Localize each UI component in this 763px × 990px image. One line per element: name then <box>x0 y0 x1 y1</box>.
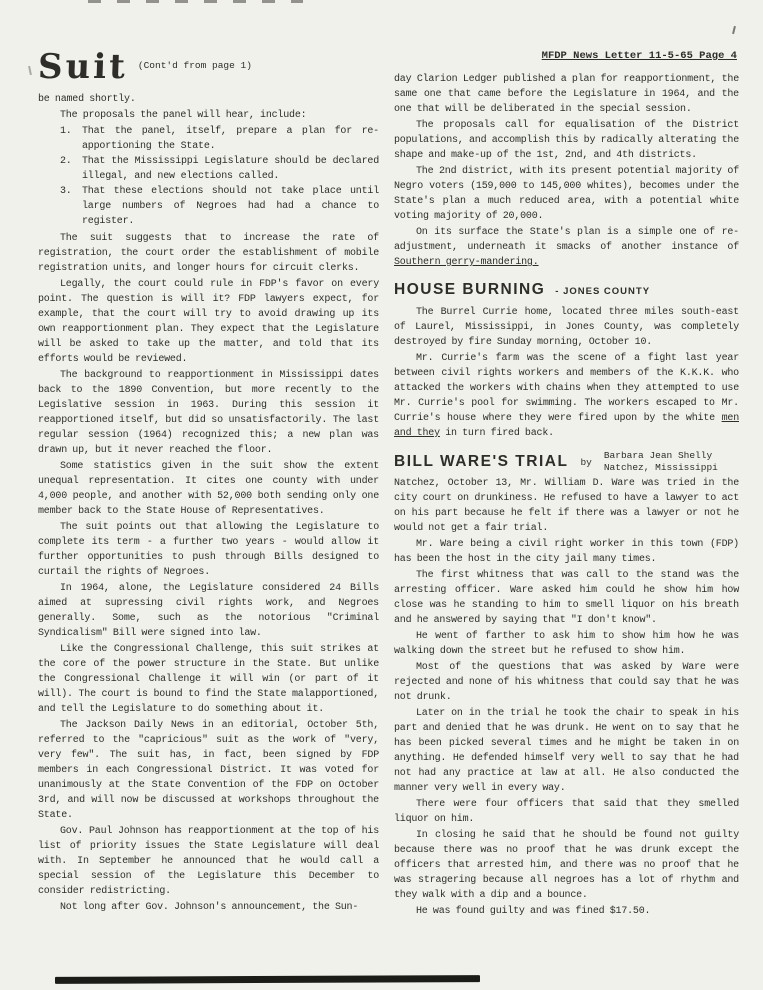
byline <box>604 450 718 474</box>
article-title-suit: Suit <box>37 47 129 87</box>
paragraph: The Burrel Currie home, located three miles south-east of Laurel, Mississippi, in Jones County, was completely destroyed by fire Sunday morning, October 10. <box>394 307 739 348</box>
paragraph: day Clarion Ledger published a plan for reapportionment, the same one that came before the Legislature in 1964, and the one that will be deliberated in the special session. <box>394 74 739 115</box>
paragraph-text: Mr. Currie's farm was the scene of a fight last year between civil rights workers and members of the K.K.K. who attacked the workers with chains when they attempted to use Mr. Currie's pool for swimming. The workers escaped to Mr. Currie's house where they were fired upon by the white <box>394 353 739 424</box>
paragraph: Gov. Paul Johnson has reapportionment at the top of his list of priority issues the State Legislature will deal with. In September he announced that he would call a special session of the Legislature this December to consider redistricting. <box>38 826 379 897</box>
paragraph: Some statistics given in the suit show the extent unequal representation. It cites one county with under 4,000 people, and another with 52,000 both sending only one member back to the State House of Representatives. <box>38 461 379 517</box>
house-burning-header <box>394 281 739 299</box>
bill-ware-header <box>394 450 739 474</box>
paragraph <box>394 225 739 270</box>
article-subtitle-jones-county: - JONES COUNTY <box>555 286 651 297</box>
underlined-phrase: men and they <box>394 413 739 439</box>
list-item-text: That the Mississippi Legislature should be declared illegal, and new elections called. <box>82 156 379 182</box>
paragraph: The suit points out that allowing the Legislature to complete its term - a further two years - would allow it further opportunities to push through Bills designed to curtail the rights of Negroes. <box>38 522 379 578</box>
list-item-text: That these elections should not take place until large numbers of Negroes had had a chance to register. <box>82 186 379 227</box>
list-item-text: That the panel, itself, prepare a plan for re-apportioning the State. <box>82 126 379 152</box>
paragraph: The first whitness that was call to the stand was the arresting officer. Ware asked him could he show him how close was he standing to him to smell liquor on his breath and he answered by saying that "I don't know". <box>394 570 739 626</box>
left-column <box>38 44 379 920</box>
list-item <box>60 154 379 184</box>
paragraph: The suit suggests that to increase the rate of registration, the court order the establishment of mobile registration units, and longer hours for circuit clerks. <box>38 233 379 274</box>
paragraph: The proposals call for equalisation of the District populations, and accomplish this by radically alterating the shape and make-up of the 1st, 2nd, and 4th districts. <box>394 120 739 161</box>
article-title-bill-wares-trial: BILL WARE'S TRIAL <box>394 453 569 470</box>
paragraph: be named shortly. <box>38 94 136 105</box>
newsletter-title-and-page: MFDP News Letter 11-5-65 Page 4 <box>541 50 737 62</box>
paragraph: He went of farther to ask him to show him how he was walking down the street but he refused to show him. <box>394 631 739 657</box>
suit-article-header <box>37 47 379 87</box>
paragraph: Legally, the court could rule in FDP's favor on every point. The question is will it? FDP lawyers expect, for example, that the court will try to avoid drawing up its own reapportionment plan. They expect that the Legislature will be asked to take up the matter, and told that its efforts would be reviewed. <box>38 279 379 365</box>
numbered-list <box>60 124 379 229</box>
paragraph: Not long after Gov. Johnson's announcement, the Sun- <box>60 902 359 913</box>
list-item <box>60 184 379 229</box>
paragraph: In closing he said that he should be found not guilty because there was no proof that he was drunk except the officers that arrested him, and there was no proof that he was stragering because all negroes has a lot of rhythm and they walk with a dip and a bounce. <box>394 830 739 901</box>
list-item-number: 2. <box>60 156 72 167</box>
paragraph: The Jackson Daily News in an editorial, October 5th, referred to the "capricious" suit as the work of "very, very few". The suit has, in fact, been signed by FDP members in each Congressional District. It was voted for unanimously at the State Convention of the FDP on October 3rd, and will now be discussed at workshops throughout the State. <box>38 720 379 821</box>
paragraph: Natchez, October 13, Mr. William D. Ware was tried in the city court on drunkiness. He refused to have a lawyer to act on his part because he felt if there was a lawyer or not he would not get a fair trial. <box>394 478 739 534</box>
article-title-house-burning: HOUSE BURNING <box>394 281 546 298</box>
list-item <box>60 124 379 154</box>
page-header <box>394 50 737 62</box>
byline-location: Natchez, Mississippi <box>603 462 718 473</box>
paragraph: Most of the questions that was asked by Ware were rejected and none of his whitness that could say that he was not drunk. <box>394 662 739 703</box>
paragraph <box>394 351 739 441</box>
paragraph: The proposals the panel will hear, include: <box>60 110 307 121</box>
underlined-phrase: Southern gerry-mandering. <box>394 257 539 268</box>
paragraph: He was found guilty and was fined $17.50. <box>416 906 651 917</box>
paragraph: Like the Congressional Challenge, this suit strikes at the core of the power structure in the State. But unlike the Congressional Challenge it will win (or part of it will). The court is bound to find the State malapportioned, and tell the Legislature to do something about it. <box>38 644 379 715</box>
paragraph: In 1964, alone, the Legislature considered 24 Bills aimed at supressing civil rights work, and Negroes generally. Some, such as the notorious "Criminal Syndicalism" Bill were signed into law. <box>38 583 379 639</box>
right-column <box>394 44 739 920</box>
scan-artifact-bottom-bar <box>55 975 480 984</box>
paragraph-text: On its surface the State's plan is a simple one of re-adjustment, underneath it smacks of another instance of <box>394 227 739 253</box>
byline-author: Barbara Jean Shelly <box>603 450 713 461</box>
paragraph: Mr. Ware being a civil right worker in this town (FDP) has been the host in the city jail many times. <box>394 539 739 565</box>
paragraph-text: in turn fired back. <box>439 428 554 439</box>
paragraph: Later on in the trial he took the chair to speak in his part and denied that he was drunk. He went on to say that he has been picked several times and he might be taken in on anything. He defended himself very well to say that he had not had any practice at law at all. He also conducted the manner very well in every way. <box>394 708 739 794</box>
paragraph: The background to reapportionment in Mississippi dates back to the 1890 Convention, but more recently to the Legislative session in 1963. During this session it reapportioned itself, but did so unsatisfactorily. The last regular session (1964) recognized this; a new plan was drawn up, but it never reached the floor. <box>38 370 379 456</box>
byline-by: by <box>580 456 592 468</box>
continued-from-note: (Cont'd from page 1) <box>137 60 252 71</box>
list-item-number: 1. <box>60 126 72 137</box>
paragraph: There were four officers that said that they smelled liquor on him. <box>394 799 739 825</box>
paragraph: The 2nd district, with its present potential majority of Negro voters (159,000 to 145,000 whites), becomes under the State's plan a much reduced area, with a potential white voting majority of 20,000. <box>394 166 739 222</box>
list-item-number: 3. <box>60 186 72 197</box>
